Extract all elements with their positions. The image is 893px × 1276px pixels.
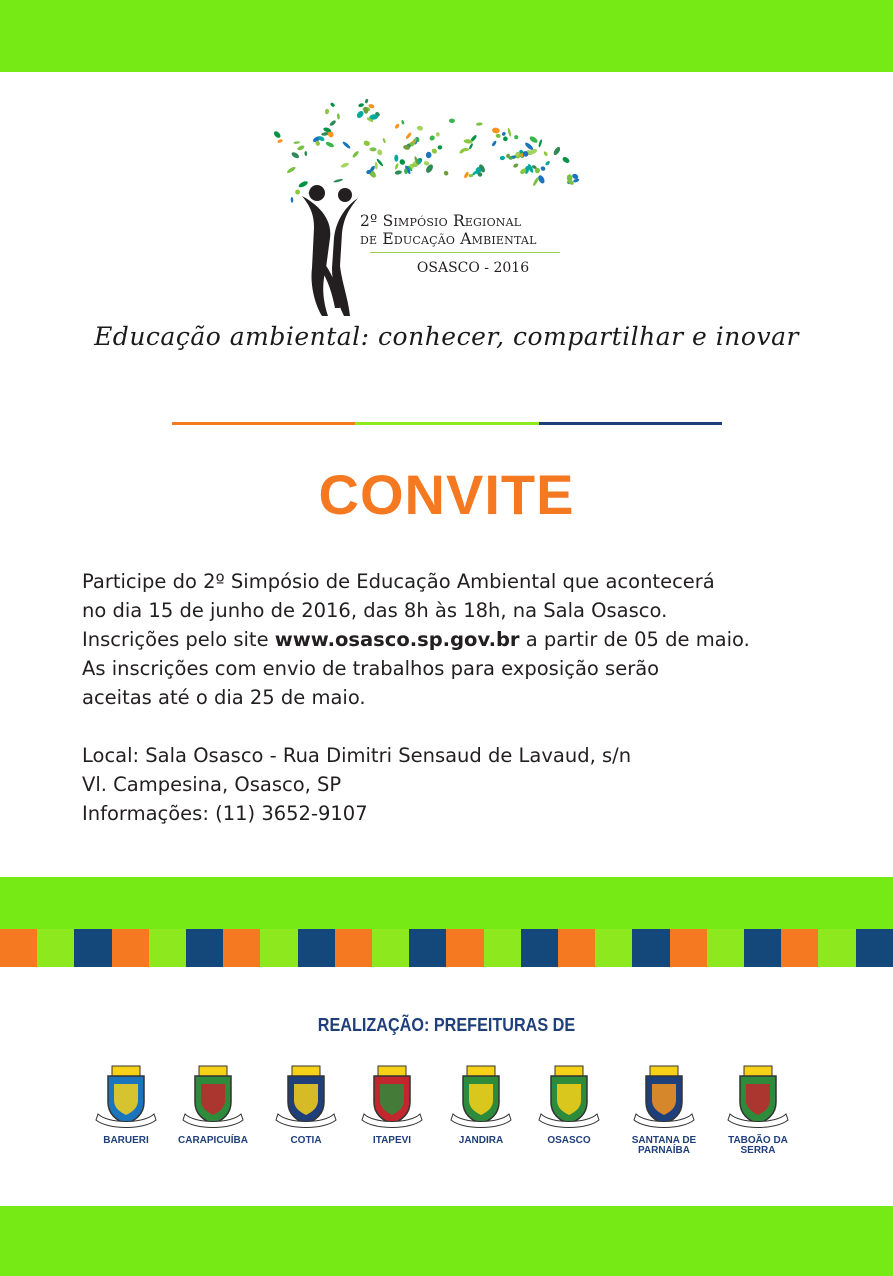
checker-tile <box>558 929 595 967</box>
city-name: TABOÃO DA SERRA <box>728 1135 788 1156</box>
leaf-icon <box>399 158 407 166</box>
city-name: COTIA <box>290 1135 322 1146</box>
leaf-icon <box>449 119 455 123</box>
logo-title-line1: 2º Simpósio Regional <box>360 212 522 230</box>
leaf-icon <box>291 151 301 159</box>
page-title: CONVITE <box>318 463 575 526</box>
city-seal <box>718 1064 798 1164</box>
checker-tile <box>372 929 409 967</box>
leaf-icon <box>501 131 506 136</box>
city-seal <box>173 1064 253 1164</box>
city-seal <box>441 1064 521 1164</box>
leaf-icon <box>374 162 377 170</box>
leaf-icon <box>298 180 309 188</box>
leaf-icon <box>352 150 360 158</box>
checker-tile <box>37 929 74 967</box>
leaf-icon <box>545 160 551 166</box>
contact-phone: Informações: (11) 3652-9107 <box>82 802 368 825</box>
leaf-icon <box>540 166 546 172</box>
leaf-icon <box>325 108 330 114</box>
checker-tile <box>223 929 260 967</box>
leaf-icon <box>543 151 548 157</box>
leaf-icon <box>491 140 497 147</box>
leaf-icon <box>342 141 351 150</box>
body-line: Participe do 2º Simpósio de Educação Ambiental que acontecerá <box>82 570 715 593</box>
logo-rule <box>370 252 560 253</box>
bottom-green-band <box>0 1206 893 1276</box>
leaf-icon <box>394 163 399 170</box>
body-line: As inscrições com envio de trabalhos para exposição serão <box>82 657 660 680</box>
logo-city: OSASCO - 2016 <box>416 260 530 276</box>
venue-district: Vl. Campesina, Osasco, SP <box>82 773 342 796</box>
city-name: SANTANA DE PARNAÍBA <box>631 1135 697 1156</box>
checker-tile <box>744 929 781 967</box>
leaf-icon <box>291 197 294 203</box>
leaf-icon <box>363 140 371 147</box>
checker-tile <box>670 929 707 967</box>
logo-title-line2: de Educação Ambiental <box>360 230 537 248</box>
leaf-icon <box>358 103 364 108</box>
leaf-icon <box>405 132 412 140</box>
leaf-icon <box>507 127 512 137</box>
people-figures-icon <box>302 185 358 316</box>
symposium-logo <box>262 88 582 316</box>
leaf-icon <box>499 155 505 160</box>
leaf-icon <box>552 146 561 156</box>
leaf-icon <box>340 162 349 169</box>
leaf-icon <box>492 127 501 134</box>
city-name: JANDIRA <box>458 1135 504 1146</box>
leaf-icon <box>330 102 336 108</box>
leaf-icon <box>468 143 473 150</box>
leaf-icon <box>503 136 508 141</box>
city-name: CARAPICUÍBA <box>178 1135 248 1146</box>
checker-tile <box>781 929 818 967</box>
leaf-icon <box>561 156 570 164</box>
checker-tile <box>74 929 111 967</box>
checker-stripe <box>0 929 893 967</box>
leaf-icon <box>476 122 483 126</box>
leaf-icon <box>463 171 469 179</box>
city-name: ITAPEVI <box>372 1135 412 1146</box>
checker-tile <box>260 929 297 967</box>
leaf-icon <box>369 147 376 151</box>
coat-of-arms-icon <box>274 1064 338 1132</box>
body-line-pre: Inscrições pelo site <box>82 628 275 651</box>
checker-tile <box>818 929 855 967</box>
checker-tile <box>707 929 744 967</box>
leaf-icon <box>337 113 340 119</box>
coat-of-arms-icon <box>537 1064 601 1132</box>
body-line <box>82 625 842 654</box>
leaf-icon <box>333 178 343 183</box>
leaf-icon <box>426 151 432 158</box>
tricolor-divider <box>172 422 722 425</box>
leaf-icon <box>524 141 534 151</box>
city-name: BARUERI <box>103 1135 149 1146</box>
body-line-post: a partir de 05 de maio. <box>519 628 750 651</box>
coat-of-arms-icon <box>181 1064 245 1132</box>
city-seal <box>266 1064 346 1164</box>
body-line: aceitas até o dia 25 de maio. <box>82 686 366 709</box>
leaf-icon <box>394 155 398 162</box>
leaf-icon <box>443 170 449 177</box>
body-line: no dia 15 de junho de 2016, das 8h às 18h, na Sala Osasco. <box>82 599 668 622</box>
invitation-text <box>82 567 842 828</box>
leaf-icon <box>294 189 301 196</box>
leaf-icon <box>514 135 519 140</box>
leaf-icon <box>513 163 519 169</box>
middle-green-band <box>0 877 893 929</box>
leaf-icon <box>382 138 386 144</box>
coat-of-arms-icon <box>726 1064 790 1132</box>
checker-tile <box>298 929 335 967</box>
organizers-heading: REALIZAÇÃO: PREFEITURAS DE <box>317 1015 576 1035</box>
city-seal <box>352 1064 432 1164</box>
checker-tile <box>0 929 37 967</box>
leaf-icon <box>304 151 307 156</box>
checker-tile <box>521 929 558 967</box>
leaf-icon <box>436 132 440 137</box>
leaf-icon <box>364 98 368 103</box>
tagline: Educação ambiental: conhecer, compartilhar e inovar <box>94 322 799 351</box>
leaf-icon <box>355 110 364 120</box>
leaf-icon <box>377 149 383 156</box>
leaf-icon <box>401 120 405 125</box>
city-seal <box>86 1064 166 1164</box>
venue-address: Local: Sala Osasco - Rua Dimitri Sensaud de Lavaud, s/n <box>82 744 632 767</box>
leaf-icon <box>286 166 296 174</box>
leaf-icon <box>437 145 443 150</box>
checker-tile <box>856 929 893 967</box>
top-green-band <box>0 0 893 72</box>
leaf-icon <box>277 139 283 144</box>
checker-tile <box>484 929 521 967</box>
leaf-icon <box>495 133 501 138</box>
city-seal <box>529 1064 609 1164</box>
checker-tile <box>446 929 483 967</box>
coat-of-arms-icon <box>360 1064 424 1132</box>
website-link[interactable]: www.osasco.sp.gov.br <box>274 628 520 651</box>
leaf-icon <box>394 170 402 175</box>
city-name: OSASCO <box>547 1135 591 1146</box>
checker-tile <box>149 929 186 967</box>
city-seal <box>624 1064 704 1164</box>
coat-of-arms-icon <box>449 1064 513 1132</box>
leaf-icon <box>273 130 282 139</box>
leaf-icon <box>538 139 543 148</box>
coat-of-arms-icon <box>632 1064 696 1132</box>
checker-tile <box>186 929 223 967</box>
leaf-icon <box>297 145 305 152</box>
checker-tile <box>409 929 446 967</box>
coat-of-arms-icon <box>94 1064 158 1132</box>
leaf-icon <box>532 177 539 187</box>
leaf-icon <box>293 141 300 144</box>
leaf-icon <box>325 141 335 148</box>
leaf-icon <box>429 134 436 141</box>
checker-tile <box>335 929 372 967</box>
checker-tile <box>632 929 669 967</box>
leaf-icon <box>416 125 423 131</box>
checker-tile <box>112 929 149 967</box>
leaf-icon <box>329 119 337 126</box>
leaf-icon <box>431 148 438 155</box>
leaf-icon <box>423 161 429 166</box>
leaf-icon <box>394 123 400 129</box>
leaf-icon <box>529 135 539 144</box>
checker-tile <box>595 929 632 967</box>
logo-title <box>360 212 590 248</box>
